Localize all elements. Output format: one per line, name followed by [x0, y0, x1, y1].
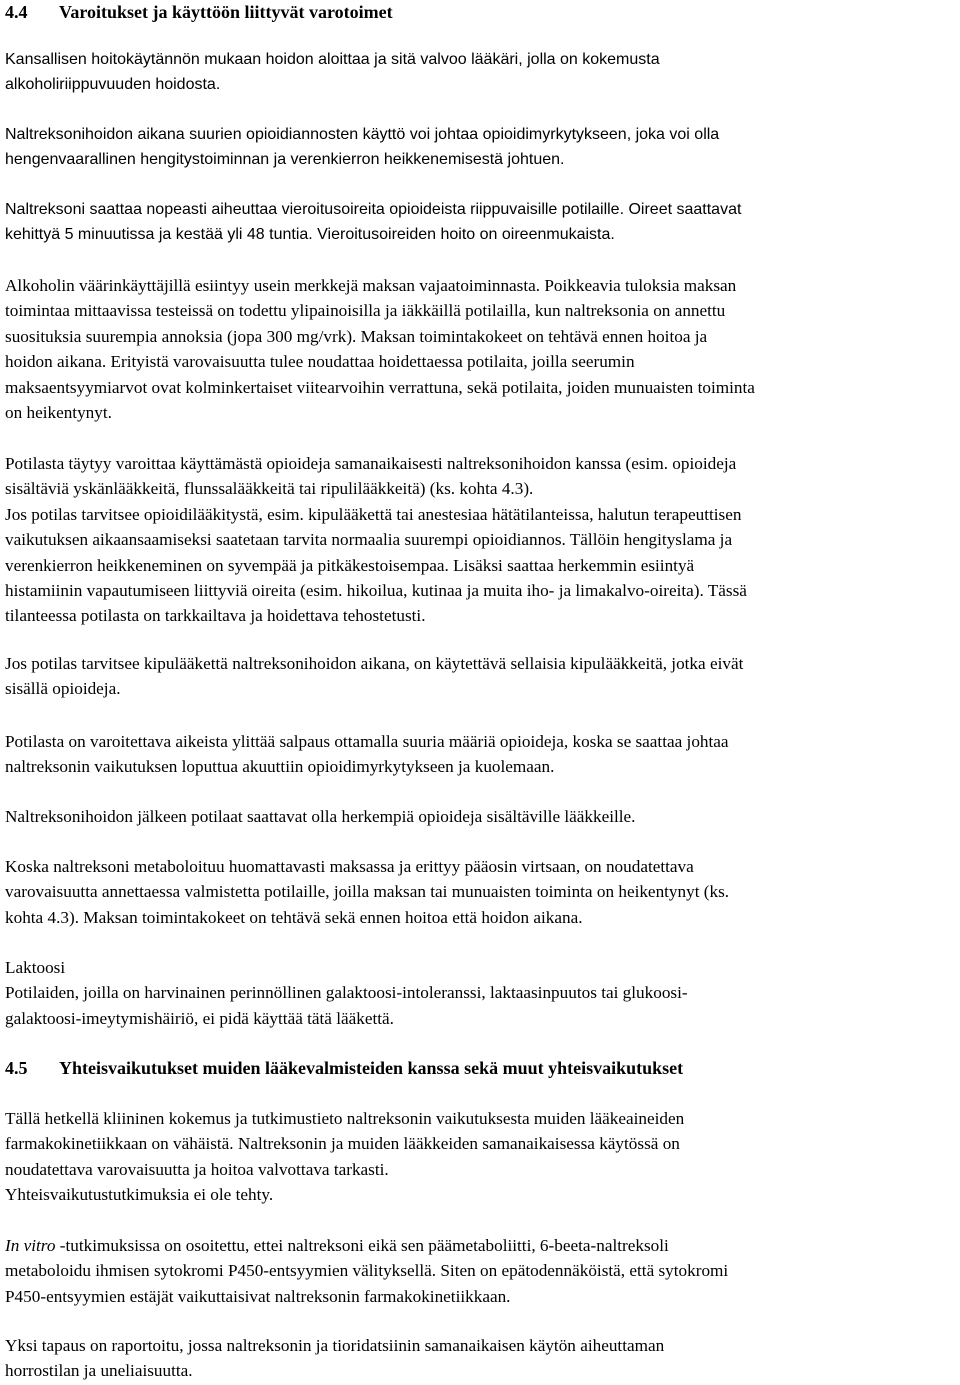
paragraph: Jos potilas tarvitsee kipulääkettä naltreksonihoidon aikana, on käytettävä sellaisia kipulääkkeitä, jotka eivät sisällä opioideja. [5, 654, 744, 699]
paragraph: Naltreksoni saattaa nopeasti aiheuttaa vieroitusoireita opioideista riippuvaisille potilaille. Oireet saattavat kehittyä 5 minuutissa ja kestää yli 48 tuntia. Vieroitusoireiden hoito on oireenmukaista. [5, 201, 742, 244]
paragraph: Yksi tapaus on raportoitu, jossa naltreksonin ja tioridatsiinin samanaikaisen käytön aiheuttaman horrostilan ja uneliaisuutta. [5, 1336, 665, 1381]
section-title: Yhteisvaikutukset muiden lääkevalmisteiden kanssa sekä muut yhteisvaikutukset [59, 1058, 684, 1078]
italic-lead: In vitro [5, 1236, 56, 1255]
paragraph: Laktoosi Potilaiden, joilla on harvinainen perinnöllinen galaktoosi-intoleranssi, laktaasinpuutos tai glukoosi- galaktoosi-imeytymishäiriö, ei pidä käyttää tätä lääkettä. [5, 955, 688, 1031]
paragraph: Potilasta on varoitettava aikeista ylittää salpaus ottamalla suuria määriä opioideja, koska se saattaa johtaa naltreksonin vaikutuksen loputtua akuuttiin opioidimyrkytykseen ja kuolemaan. [5, 732, 729, 777]
paragraph: Kansallisen hoitokäytännön mukaan hoidon aloittaa ja sitä valvoo lääkäri, jolla on kokemusta alkoholiriippuvuuden hoidosta. [5, 51, 660, 94]
paragraph: Tällä hetkellä kliininen kokemus ja tutkimustieto naltreksonin vaikutuksesta muiden lääkeaineiden farmakokinetiikkaan on vähäistä. Naltreksonin ja muiden lääkkeiden samanaikaisessa käytössä on noudatettava varovaisuutta ja hoitoa valvottava tarkasti. Yhteisvaikutustutkimuksia ei ole tehty. [5, 1109, 685, 1205]
section-heading-4-5 [5, 1056, 683, 1080]
section-number: 4.4 [5, 2, 28, 22]
section-title: Varoitukset ja käyttöön liittyvät varotoimet [59, 2, 393, 22]
subheading-laktoosi: Laktoosi [5, 958, 66, 977]
paragraph: Alkoholin väärinkäyttäjillä esiintyy usein merkkejä maksan vajaatoiminnasta. Poikkeavia tuloksia maksan toimintaa mittaavissa testeissä on todettu ylipainoisilla ja iäkkäillä potilailla, kun naltreksonia on annettu suosituksia suurempia annoksia (jopa 300 mg/vrk). Maksan toimintakokeet on tehtävä ennen hoitoa ja hoidon aikana. Erityistä varovaisuutta tulee noudattaa hoidettaessa potilaita, joilla seerumin maksaentsyymiarvot ovat kolminkertaiset viitearvoihin verrattuna, sekä potilaita, joiden munuaisten toiminta on heikentynyt. [5, 276, 755, 423]
paragraph: Naltreksonihoidon aikana suurien opioidiannosten käyttö voi johtaa opioidimyrkytykseen, joka voi olla hengenvaarallinen hengitystoiminnan ja verenkierron heikkenemisestä johtuen. [5, 126, 720, 169]
paragraph: Potilasta täytyy varoittaa käyttämästä opioideja samanaikaisesti naltreksonihoidon kanssa (esim. opioideja sisältäviä yskänlääkkeitä, flunssalääkkeitä tai ripulilääkkeitä) (ks. kohta 4.3). Jos potilas tarvitsee opioidilääkitystä, esim. kipulääkettä tai anestesiaa hätätilanteissa, halutun terapeuttisen vaikutuksen aikaansaamiseksi saatetaan tarvita normaalia suurempi opioidiannos. Tällöin hengityslama ja verenkierron heikkeneminen on syvempää ja pitkäkestoisempaa. Lisäksi saattaa herkemmin esiintyä histamiinin vapautumiseen liittyviä oireita (esim. hikoilua, kutinaa ja muita iho- ja limakalvo-oireita). Tässä tilanteessa potilasta on tarkkailtava ja hoidettava tehostetusti. [5, 454, 747, 626]
paragraph: Naltreksonihoidon jälkeen potilaat saattavat olla herkempiä opioideja sisältäville lääkkeille. [5, 807, 636, 826]
section-number: 4.5 [5, 1058, 28, 1078]
paragraph: In vitro -tutkimuksissa on osoitettu, ettei naltreksoni eikä sen päämetaboliitti, 6-beeta-naltreksoli metaboloidu ihmisen sytokromi P450-entsyymien välityksellä. Siten on epätodennäköistä, että sytokromi P450-entsyymien estäjät vaikuttaisivat naltreksonin farmakokinetiikkaan. [5, 1236, 729, 1306]
section-heading-4-4 [5, 0, 393, 24]
paragraph: Koska naltreksoni metaboloituu huomattavasti maksassa ja erittyy pääosin virtsaan, on noudatettava varovaisuutta annettaessa valmistetta potilaille, joilla maksan tai munuaisten toiminta on heikentynyt (ks. kohta 4.3). Maksan toimintakokeet on tehtävä sekä ennen hoitoa että hoidon aikana. [5, 857, 730, 927]
